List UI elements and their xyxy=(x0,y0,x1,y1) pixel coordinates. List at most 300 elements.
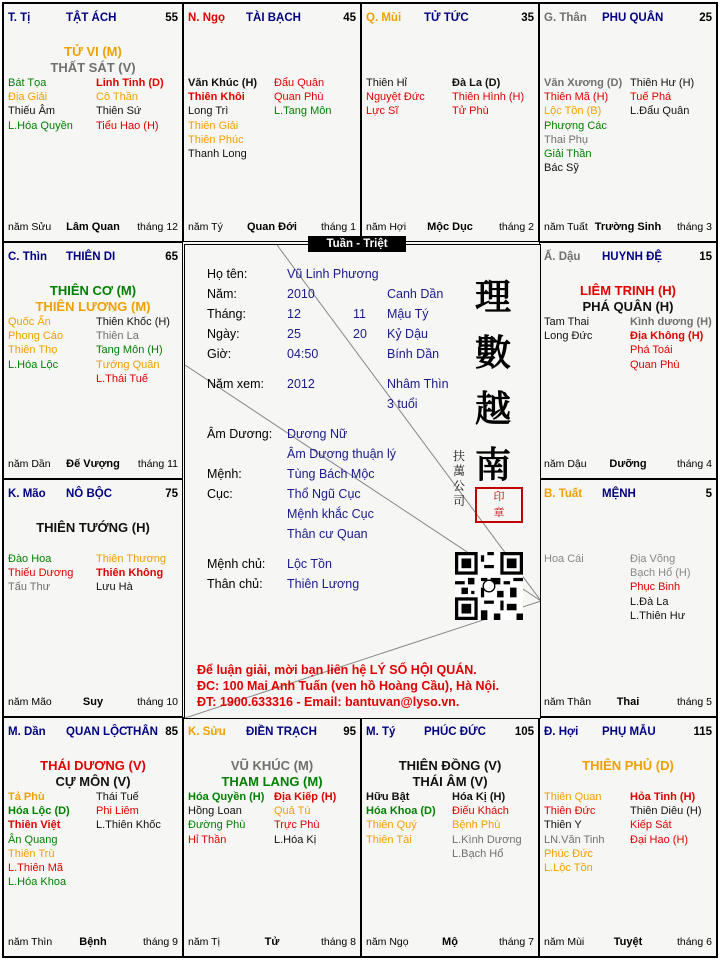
month-label: tháng 8 xyxy=(320,936,356,948)
month-label: tháng 10 xyxy=(137,696,178,708)
minor-star: Đẩu Quân xyxy=(274,77,325,89)
palace-header xyxy=(366,726,534,742)
right-stars xyxy=(96,790,161,833)
minor-star: L.Đẩu Quân xyxy=(630,105,690,118)
palace-header xyxy=(188,726,356,742)
palace-name: TỬ TỨC xyxy=(424,12,469,24)
minor-star: Giải Thần xyxy=(544,147,592,160)
palace-header xyxy=(366,12,534,28)
minor-star: Đào Hoa xyxy=(8,553,52,565)
left-stars xyxy=(544,790,605,875)
palace-cell-suu xyxy=(183,717,361,957)
am-duong-ly: Âm Dương thuận lý xyxy=(287,447,396,461)
nam-xem-can-chi: Nhâm Thìn xyxy=(387,377,449,391)
palace-footer xyxy=(366,221,534,235)
nam-xem-label: Năm xem: xyxy=(207,377,264,391)
palace-name: MỆNH xyxy=(602,488,636,500)
minor-star: Quốc Ấn xyxy=(8,316,51,328)
truong-sinh-stage: Thai xyxy=(616,696,640,708)
minor-star: Lưu Hà xyxy=(96,581,133,594)
minor-star: Ân Quang xyxy=(8,833,58,846)
minor-star: Thiên Trù xyxy=(8,847,55,860)
main-star: TỬ VI (M) xyxy=(64,44,122,59)
signature-char: 萬 xyxy=(453,464,466,478)
minor-star: Tử Phù xyxy=(452,105,489,118)
truong-sinh-stage: Trường Sinh xyxy=(594,221,662,233)
minor-star: Thiếu Âm xyxy=(8,105,56,118)
thang-am-lich: 11 xyxy=(353,307,366,321)
minor-star: Linh Tinh (D) xyxy=(96,77,164,89)
minor-star: Bác Sỹ xyxy=(544,162,579,175)
main-star: THIÊN PHỦ (D) xyxy=(582,758,674,773)
minor-star: Thiên Hư (H) xyxy=(630,77,695,89)
palace-footer xyxy=(8,221,178,235)
main-stars xyxy=(362,758,538,790)
minor-star: L.Thiên Khốc xyxy=(96,819,161,832)
calligraphy-char-3: 越 xyxy=(475,388,512,430)
right-stars xyxy=(274,76,331,119)
palace-footer xyxy=(544,221,712,235)
palace-name: PHÚC ĐỨC xyxy=(424,726,486,738)
am-duong-value: Dương Nữ xyxy=(287,427,348,441)
minor-star: Thiên Không xyxy=(96,567,164,580)
main-star: THÁI ÂM (V) xyxy=(412,774,488,789)
thang-label: Tháng: xyxy=(207,307,246,321)
left-stars xyxy=(8,76,73,133)
minor-star: Văn Khúc (H) xyxy=(188,77,258,89)
minor-star: Thiên Mã (H) xyxy=(544,91,609,104)
palace-cell-dau xyxy=(539,242,717,479)
palace-age: 105 xyxy=(514,726,534,738)
minor-star: L.Hóa Quyền xyxy=(8,119,73,132)
palace-branch: M. Tý xyxy=(366,726,396,738)
minor-star: Cô Thần xyxy=(96,91,138,104)
palace-footer xyxy=(188,936,356,950)
minor-star: Địa Võng xyxy=(630,553,676,565)
minor-star: Hữu Bật xyxy=(366,791,410,803)
left-stars xyxy=(8,315,63,372)
main-stars xyxy=(4,520,182,536)
minor-star: L.Hóa Kị xyxy=(274,833,317,846)
than-cu-quan: Thân cư Quan xyxy=(287,527,368,541)
minor-star: Hóa Khoa (D) xyxy=(366,805,436,818)
palace-header xyxy=(544,12,712,28)
signature-column xyxy=(453,449,467,509)
than-chu-value: Thiên Lương xyxy=(287,577,360,591)
palace-name: PHU QUÂN xyxy=(602,12,664,24)
ngay-value: 25 xyxy=(287,327,301,341)
minor-star: Hóa Lộc (D) xyxy=(8,805,70,818)
gio-value: 04:50 xyxy=(287,347,319,361)
minor-star: Đà La (D) xyxy=(452,77,501,89)
palace-age: 15 xyxy=(699,251,712,263)
month-label: tháng 4 xyxy=(676,458,712,470)
minor-star: Hóa Quyền (H) xyxy=(188,791,265,803)
main-stars xyxy=(4,283,182,315)
palace-age: 85 xyxy=(165,726,178,738)
palace-footer xyxy=(366,936,534,950)
minor-star: Phi Liêm xyxy=(96,805,139,818)
palace-age: 95 xyxy=(343,726,356,738)
thang-value: 12 xyxy=(287,307,301,321)
palace-cell-mao xyxy=(3,479,183,717)
minor-star: Thiên La xyxy=(96,330,139,343)
menh-value: Tùng Bách Mộc xyxy=(287,467,375,481)
tuan-triet-marker: Tuần - Triệt xyxy=(308,236,406,252)
left-stars xyxy=(188,76,257,161)
year-label: năm Sửu xyxy=(8,221,52,233)
month-label: tháng 2 xyxy=(498,221,534,233)
palace-footer xyxy=(8,936,178,950)
year-label: năm Thìn xyxy=(8,936,53,948)
minor-star: L.Hóa Lộc xyxy=(8,358,59,371)
palace-branch: B. Tuất xyxy=(544,488,583,500)
palace-footer xyxy=(544,936,712,950)
minor-star: Đại Hao (H) xyxy=(630,833,689,846)
palace-header xyxy=(8,488,178,504)
palace-branch: Q. Mùi xyxy=(366,12,402,24)
palace-age: 45 xyxy=(343,12,356,24)
red-seal-icon: 印 章 xyxy=(475,487,523,523)
minor-star: Nguyệt Đức xyxy=(366,91,425,104)
ho-ten-label: Họ tên: xyxy=(207,267,248,281)
minor-star: Thiên Thọ xyxy=(8,344,58,357)
minor-star: Thiên Khôi xyxy=(188,91,245,104)
main-star: LIÊM TRINH (H) xyxy=(579,283,677,298)
palace-branch: T. Tị xyxy=(8,12,31,24)
signature-char: 司 xyxy=(453,494,466,508)
minor-star: Văn Xương (D) xyxy=(544,77,623,89)
contact-address: ĐC: 100 Mai Anh Tuấn (ven hồ Hoàng Cầu), Hà Nội. xyxy=(197,679,500,693)
truong-sinh-stage: Đế Vượng xyxy=(66,458,120,470)
palace-cell-ty xyxy=(3,3,183,242)
main-star: CỰ MÔN (V) xyxy=(55,774,131,789)
minor-star: Tiểu Hao (H) xyxy=(96,119,159,132)
right-stars xyxy=(630,315,712,372)
palace-header xyxy=(544,488,712,504)
palace-header xyxy=(544,726,712,742)
thang-can-chi: Mậu Tý xyxy=(387,307,429,321)
palace-footer xyxy=(188,221,356,235)
month-label: tháng 7 xyxy=(498,936,534,948)
right-stars xyxy=(630,76,694,119)
right-stars xyxy=(452,76,524,119)
gio-can-chi: Bính Dần xyxy=(387,347,440,361)
minor-star: Thiên Diêu (H) xyxy=(630,805,702,818)
palace-header xyxy=(8,726,178,742)
month-label: tháng 11 xyxy=(137,458,178,470)
minor-star: L.Kình Dương xyxy=(452,833,522,846)
year-label: năm Tuất xyxy=(544,221,588,233)
tuoi-value: 3 tuổi xyxy=(387,397,418,411)
palace-footer xyxy=(544,696,712,710)
center-info-panel xyxy=(184,244,541,719)
minor-star: Kiếp Sát xyxy=(630,819,672,832)
truong-sinh-stage: Lâm Quan xyxy=(66,221,120,233)
minor-star: Thiên Sứ xyxy=(96,105,142,118)
right-stars xyxy=(96,315,170,386)
main-star: THIÊN LƯƠNG (M) xyxy=(35,299,151,314)
palace-cell-hoi xyxy=(539,717,717,957)
month-label: tháng 5 xyxy=(676,696,712,708)
palace-name: HUYNH ĐỆ xyxy=(602,251,663,263)
palace-header xyxy=(8,251,178,267)
truong-sinh-stage: Suy xyxy=(82,696,104,708)
minor-star: Thiên Đức xyxy=(544,805,596,818)
minor-star: Hồng Loan xyxy=(188,805,242,818)
menh-chu-label: Mệnh chủ: xyxy=(207,557,266,571)
minor-star: Lực Sĩ xyxy=(366,105,399,118)
signature-char: 扶 xyxy=(453,449,466,463)
palace-cell-ngo xyxy=(183,3,361,242)
minor-star: Thanh Long xyxy=(188,147,247,160)
palace-age: 65 xyxy=(165,251,178,263)
palace-name: PHỤ MẪU xyxy=(602,726,656,738)
year-label: năm Dần xyxy=(8,458,51,470)
minor-star: Trực Phù xyxy=(274,819,320,832)
minor-star: L.Thiên Mã xyxy=(8,861,64,874)
am-duong-label: Âm Dương: xyxy=(207,427,273,441)
palace-name: NÔ BỘC xyxy=(66,488,112,500)
minor-star: Bát Tọa xyxy=(8,77,47,89)
minor-star: Long Đức xyxy=(544,330,593,343)
truong-sinh-stage: Quan Đới xyxy=(247,221,297,233)
nam-value: 2010 xyxy=(287,287,315,301)
minor-star: L.Thiên Hư xyxy=(630,609,686,622)
palace-cell-thin xyxy=(3,242,183,479)
left-stars xyxy=(544,552,584,566)
palace-age: 35 xyxy=(521,12,534,24)
palace-age: 115 xyxy=(693,726,712,738)
minor-star: Hỉ Thần xyxy=(188,833,227,846)
main-stars xyxy=(4,758,182,790)
minor-star: Thiếu Dương xyxy=(8,567,74,580)
year-label: năm Tị xyxy=(188,936,220,948)
month-label: tháng 9 xyxy=(142,936,178,948)
left-stars xyxy=(366,790,436,847)
palace-branch: Đ. Hợi xyxy=(544,726,579,738)
palace-cell-mui xyxy=(361,3,539,242)
truong-sinh-stage: Tử xyxy=(264,936,280,948)
menh-chu-value: Lộc Tồn xyxy=(287,557,332,571)
ngay-am-lich: 20 xyxy=(353,327,367,341)
palace-cell-tuat xyxy=(539,479,717,717)
minor-star: Tam Thai xyxy=(544,316,590,328)
menh-khac-cuc: Mệnh khắc Cục xyxy=(287,507,374,521)
minor-star: Điếu Khách xyxy=(452,805,509,818)
minor-star: Thiên Hình (H) xyxy=(452,91,525,104)
main-stars xyxy=(4,44,182,76)
minor-star: Thiên Quan xyxy=(544,791,602,803)
main-star: THAM LANG (M) xyxy=(221,774,323,789)
left-stars xyxy=(8,790,70,889)
minor-star: Tuế Phá xyxy=(630,91,672,104)
palace-branch: Ấ. Dậu xyxy=(544,251,581,263)
minor-star: Phá Toái xyxy=(630,344,673,357)
year-label: năm Thân xyxy=(544,696,592,708)
minor-star: Long Trì xyxy=(188,105,229,118)
main-star: THẤT SÁT (V) xyxy=(50,60,136,75)
main-star: PHÁ QUÂN (H) xyxy=(582,299,674,314)
minor-star: Thiên Khốc (H) xyxy=(96,316,170,328)
year-label: năm Ngọ xyxy=(366,936,409,948)
palace-name: ĐIỀN TRẠCH xyxy=(246,726,317,738)
nam-can-chi: Canh Dần xyxy=(387,287,444,301)
year-label: năm Hợi xyxy=(366,221,407,233)
minor-star: Tấu Thư xyxy=(8,581,51,594)
ngay-label: Ngày: xyxy=(207,327,240,341)
minor-star: Thiên Tài xyxy=(366,833,412,846)
palace-age: 5 xyxy=(705,488,712,500)
main-star: THIÊN TƯỚNG (H) xyxy=(36,520,150,535)
palace-footer xyxy=(8,696,178,710)
palace-name: TÀI BẠCH xyxy=(246,12,301,24)
left-stars xyxy=(366,76,425,119)
left-stars xyxy=(544,76,622,175)
minor-star: Địa Kiếp (H) xyxy=(274,791,337,803)
palace-branch: C. Thìn xyxy=(8,251,47,263)
palace-cell-than xyxy=(539,3,717,242)
palace-branch: G. Thân xyxy=(544,12,587,24)
palace-branch: N. Ngọ xyxy=(188,12,226,24)
month-label: tháng 1 xyxy=(320,221,356,233)
minor-star: Thái Tuế xyxy=(96,791,139,803)
minor-star: Kình dương (H) xyxy=(630,316,712,328)
minor-star: Hóa Kị (H) xyxy=(452,791,506,803)
right-stars xyxy=(274,790,336,847)
palace-branch: K. Mão xyxy=(8,488,46,500)
right-stars xyxy=(96,552,166,595)
gio-label: Giờ: xyxy=(207,347,232,361)
minor-star: L.Hóa Khoa xyxy=(8,876,67,889)
palace-name: THIÊN DI xyxy=(66,251,116,263)
minor-star: LN.Văn Tinh xyxy=(544,833,605,846)
palace-name: QUAN LỘC xyxy=(66,726,128,738)
calligraphy-char-1: 理 xyxy=(475,276,512,318)
minor-star: Phượng Các xyxy=(544,119,607,132)
palace-name: TẬT ÁCH xyxy=(66,12,117,24)
than-marker: THÂN xyxy=(126,726,158,738)
minor-star: Địa Không (H) xyxy=(630,330,704,343)
minor-star: Thiên Giải xyxy=(188,119,239,132)
cuc-label: Cục: xyxy=(207,487,233,501)
minor-star: L.Tang Môn xyxy=(274,105,332,118)
signature-char: 公 xyxy=(453,479,466,493)
palace-header xyxy=(544,251,712,267)
main-stars xyxy=(540,758,716,774)
minor-star: Tướng Quân xyxy=(96,358,160,371)
truong-sinh-stage: Mộc Dục xyxy=(427,221,473,233)
calligraphy-char-2: 數 xyxy=(475,332,512,374)
than-chu-label: Thân chủ: xyxy=(207,577,263,591)
minor-star: Thiên Y xyxy=(544,819,582,832)
palace-branch: K. Sửu xyxy=(188,726,226,738)
truong-sinh-stage: Mộ xyxy=(442,936,458,948)
nam-label: Năm: xyxy=(207,287,237,301)
minor-star: Tả Phù xyxy=(8,791,45,803)
left-stars xyxy=(544,315,592,343)
minor-star: Tang Môn (H) xyxy=(96,344,163,357)
minor-star: L.Bạch Hổ xyxy=(452,847,504,860)
truong-sinh-stage: Tuyệt xyxy=(613,936,643,948)
right-stars xyxy=(630,790,702,847)
year-label: năm Dậu xyxy=(544,458,587,470)
palace-age: 75 xyxy=(165,488,178,500)
truong-sinh-stage: Bệnh xyxy=(79,936,107,948)
minor-star: L.Thái Tuế xyxy=(96,372,148,385)
minor-star: Bệnh Phù xyxy=(452,819,501,832)
palace-cell-ty2 xyxy=(361,717,539,957)
minor-star: Quả Tú xyxy=(274,805,311,818)
minor-star: Quan Phù xyxy=(630,358,680,371)
right-stars xyxy=(96,76,164,133)
minor-star: Lộc Tồn (B) xyxy=(544,105,602,118)
minor-star: Phúc Đức xyxy=(544,847,593,860)
month-label: tháng 3 xyxy=(676,221,712,233)
year-label: năm Mão xyxy=(8,696,52,708)
ho-ten-value: Vũ Linh Phương xyxy=(287,267,379,281)
tu-vi-chart xyxy=(2,2,718,958)
calligraphy-char-4: 南 xyxy=(475,444,512,486)
palace-cell-dan xyxy=(3,717,183,957)
ngay-can-chi: Kỷ Dậu xyxy=(387,327,428,341)
right-stars xyxy=(630,552,691,623)
truong-sinh-stage: Dưỡng xyxy=(609,458,647,470)
minor-star: Thiên Phúc xyxy=(188,133,244,146)
main-star: VŨ KHÚC (M) xyxy=(230,758,314,773)
palace-age: 55 xyxy=(165,12,178,24)
minor-star: L.Đà La xyxy=(630,595,669,608)
main-stars xyxy=(184,758,360,790)
month-label: tháng 12 xyxy=(137,221,178,233)
palace-header xyxy=(8,12,178,28)
minor-star: Hoa Cái xyxy=(544,553,584,565)
year-label: năm Mùi xyxy=(544,936,585,948)
cuc-value: Thổ Ngũ Cục xyxy=(287,487,361,501)
main-star: THIÊN CƠ (M) xyxy=(49,283,137,298)
year-label: năm Tý xyxy=(188,221,223,233)
minor-star: Thiên Việt xyxy=(8,819,61,832)
main-stars xyxy=(540,283,716,315)
month-label: tháng 6 xyxy=(676,936,712,948)
minor-star: Phục Binh xyxy=(630,581,681,594)
minor-star: Thiên Quý xyxy=(366,819,417,832)
minor-star: Quan Phù xyxy=(274,91,324,104)
menh-label: Mệnh: xyxy=(207,467,242,481)
minor-star: Thai Phụ xyxy=(544,133,589,146)
minor-star: Địa Giải xyxy=(8,91,48,104)
minor-star: Thiên Hỉ xyxy=(366,77,407,89)
palace-age: 25 xyxy=(699,12,712,24)
palace-footer xyxy=(8,458,178,472)
qr-code-icon xyxy=(455,552,523,620)
contact-phone-email: ĐT: 1900.633316 - Email: bantuvan@lyso.vn. xyxy=(197,695,460,709)
minor-star: Đường Phù xyxy=(188,819,246,832)
minor-star: Thiên Thương xyxy=(96,553,167,565)
minor-star: Hỏa Tinh (H) xyxy=(630,791,696,803)
palace-header xyxy=(188,12,356,28)
right-stars xyxy=(452,790,522,861)
minor-star: Bạch Hổ (H) xyxy=(630,567,691,580)
nam-xem-value: 2012 xyxy=(287,377,315,391)
palace-footer xyxy=(544,458,712,472)
left-stars xyxy=(8,552,73,595)
main-star: THÁI DƯƠNG (V) xyxy=(40,758,146,773)
left-stars xyxy=(188,790,264,847)
main-star: THIÊN ĐỒNG (V) xyxy=(398,758,502,773)
minor-star: Phong Cáo xyxy=(8,330,64,343)
minor-star: L.Lộc Tồn xyxy=(544,861,593,874)
